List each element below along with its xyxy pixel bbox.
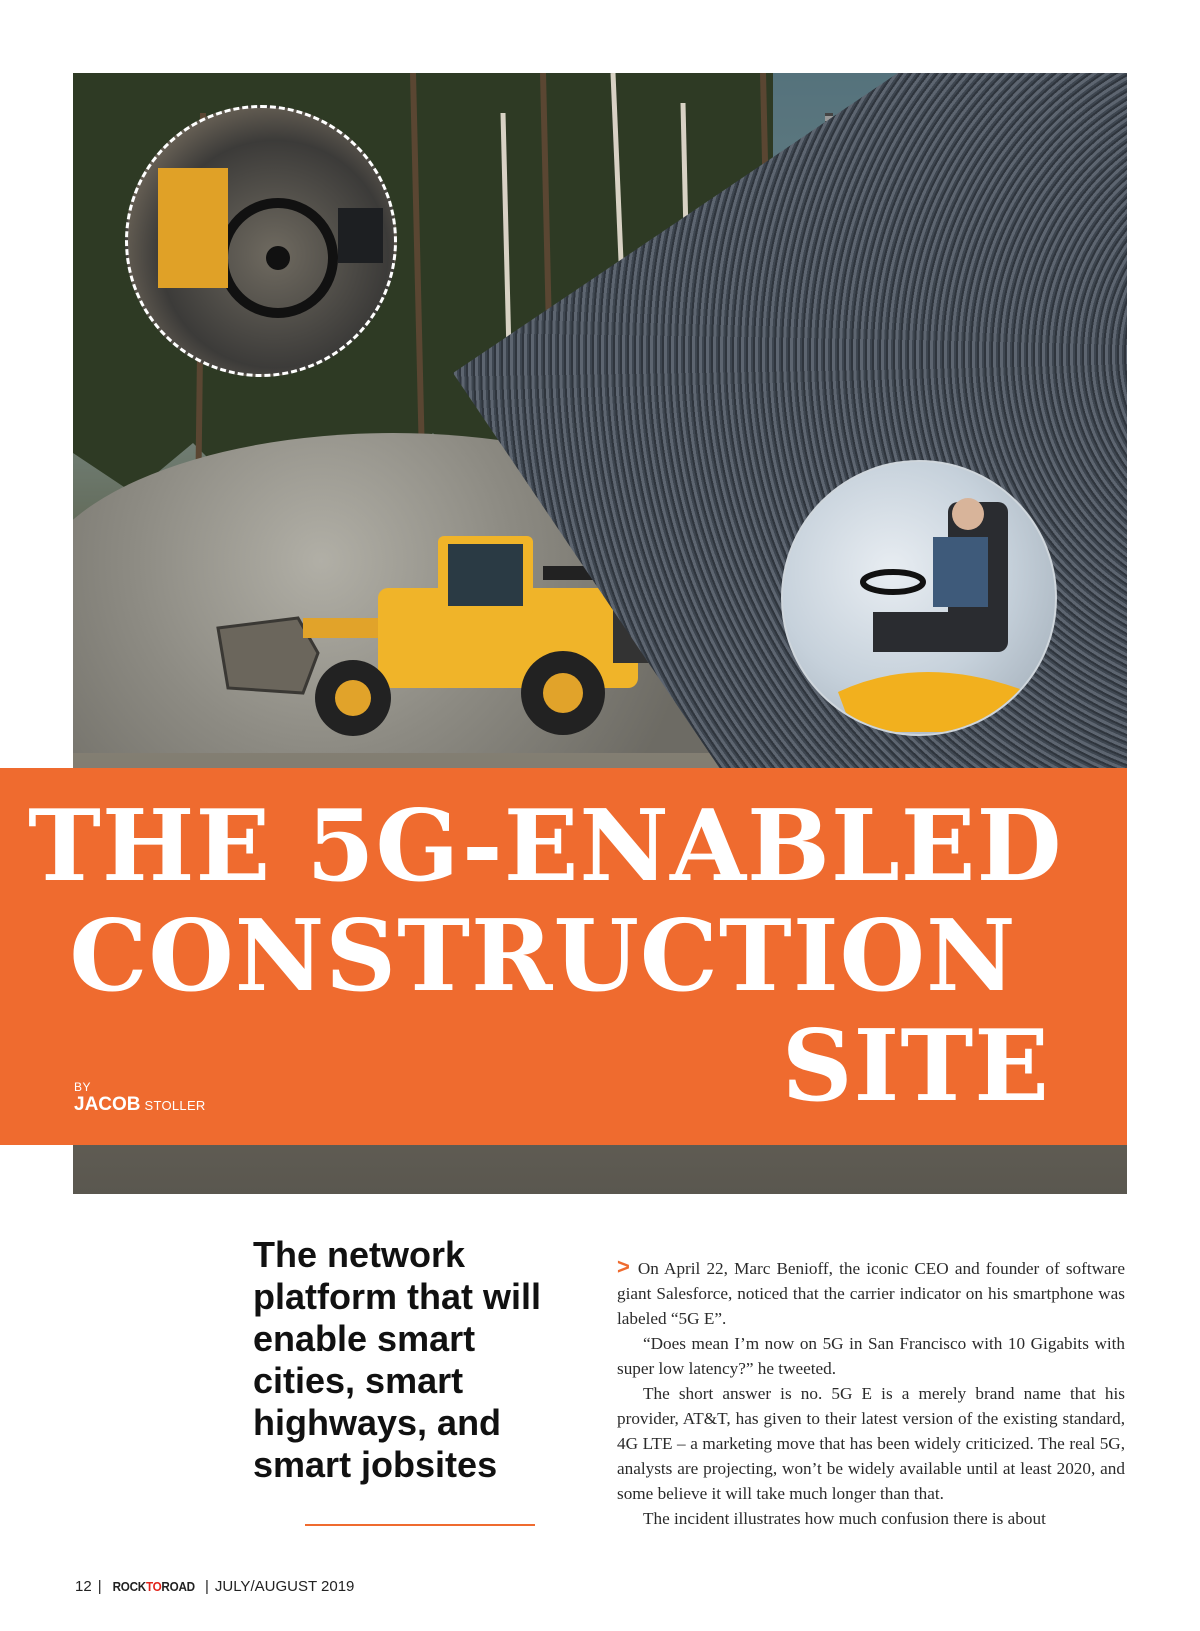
logo-to: TO bbox=[145, 1579, 162, 1594]
headline-line-3: SITE bbox=[781, 1009, 1050, 1124]
paragraph-text: On April 22, Marc Benioff, the iconic CEO and founder of software giant Salesforce, noticed that the carrier indicator on his smartphone was labeled “5G E”. bbox=[617, 1259, 1125, 1328]
logo-road: ROAD bbox=[161, 1579, 195, 1594]
byline-label: BY bbox=[74, 1080, 92, 1094]
article-paragraph: “Does mean I’m now on 5G in San Francisco with 10 Gigabits with super low latency?” he tweeted. bbox=[617, 1334, 1125, 1378]
magazine-logo bbox=[112, 1579, 194, 1594]
logo-rock: ROCK bbox=[112, 1579, 146, 1594]
page-footer bbox=[75, 1578, 354, 1595]
footer-separator: | bbox=[97, 1578, 102, 1595]
article-paragraph: The short answer is no. 5G E is a merely brand name that his provider, AT&T, has given to their latest version of the existing standard, 4G LTE – a marketing move that has been widely criticized. The real 5G, analysts are projecting, won’t be widely available until at least 2020, and some believe it will take much longer than that. bbox=[617, 1384, 1125, 1503]
footer-separator: | bbox=[204, 1578, 209, 1595]
operator-simulator-icon bbox=[783, 462, 1057, 736]
headline-line-2: CONSTRUCTION bbox=[69, 899, 1017, 1014]
remote-operator-inset bbox=[781, 460, 1057, 736]
page-number: 12 bbox=[75, 1578, 92, 1595]
byline bbox=[74, 1080, 206, 1116]
deck-subheadline: The network platform that will enable smart cities, smart highways, and smart jobsites bbox=[253, 1234, 541, 1485]
steering-wheel-icon bbox=[128, 108, 397, 377]
headline bbox=[28, 789, 1063, 1124]
author-first-name: JACOB bbox=[74, 1094, 141, 1115]
cab-interior-inset bbox=[125, 105, 397, 377]
deck-divider bbox=[305, 1524, 535, 1526]
chevron-right-icon: > bbox=[617, 1254, 630, 1279]
article-paragraph bbox=[617, 1254, 1125, 1331]
headline-line-1: THE 5G-ENABLED bbox=[28, 789, 1063, 904]
headline-band bbox=[0, 768, 1127, 1145]
article-paragraph: The incident illustrates how much confusion there is about bbox=[643, 1509, 1046, 1528]
author-last-name: STOLLER bbox=[144, 1098, 206, 1113]
issue-date: JULY/AUGUST 2019 bbox=[214, 1578, 355, 1595]
article-body bbox=[617, 1254, 1125, 1531]
